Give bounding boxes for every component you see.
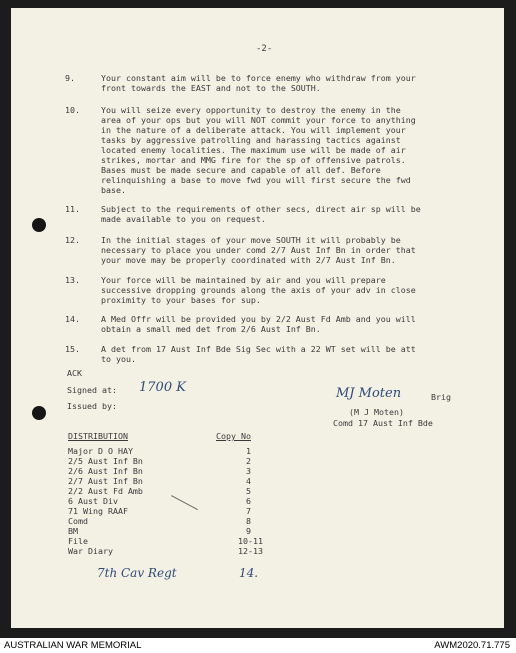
distribution-row: [68, 466, 251, 476]
paragraph-number: 11.: [65, 204, 80, 214]
signature: MJ Moten: [336, 386, 402, 401]
distribution-recipient: BM: [68, 526, 78, 536]
page-number: -2-: [256, 44, 273, 54]
paragraph-number: 12.: [65, 235, 80, 245]
copy-number: 10-11: [238, 536, 263, 546]
distribution-row: [68, 526, 251, 536]
distribution-recipient: 71 Wing RAAF: [68, 506, 128, 516]
rank: Brig: [431, 392, 451, 402]
distribution-row: [68, 486, 251, 496]
pencil-mark: [171, 495, 198, 510]
distribution-row: [68, 446, 251, 456]
copy-number: 7: [246, 506, 251, 516]
paragraph-number: 9.: [65, 73, 75, 83]
signed-at-label: Signed at:: [67, 385, 117, 395]
paragraph-text: Subject to the requirements of other secs, direct air sp will be made available to you on request.: [101, 204, 421, 224]
paragraph-number: 15.: [65, 344, 80, 354]
distribution-recipient: Major D O HAY: [68, 446, 133, 456]
copy-number: 8: [246, 516, 251, 526]
signatory-name: (M J Moten): [349, 407, 404, 417]
paragraph-text: You will seize every opportunity to destroy the enemy in the area of your ops but you will NOT commit your force to anything in the nature of a deliberate attack. You will implement your tasks by aggressive patrolling and harassing tactics against located enemy localities. The maximum use will be made of air strikes, mortar and MMG fire for the sp of offensive patrols. Bases must be made secure and capable of all def. Before relinquishing a base to move fwd you will first secure the fwd base.: [101, 105, 416, 195]
paragraph-text: In the initial stages of your move SOUTH it will probably be necessary to place you under comd 2/7 Aust Inf Bn in order that your move may be properly coordinated with 2/7 Aust Inf Bn.: [101, 235, 416, 265]
copy-number: 4: [246, 476, 251, 486]
paragraph-number: 13.: [65, 275, 80, 285]
handwritten-recipient: 7th Cav Regt: [97, 566, 177, 580]
handwritten-copy-number: 14.: [239, 566, 259, 580]
distribution-recipient: File: [68, 536, 88, 546]
paragraph-text: Your force will be maintained by air and you will prepare successive dropping grounds along the axis of your adv in close proximity to your bases for sup.: [101, 275, 416, 305]
punch-hole-bottom: [32, 406, 46, 420]
paragraph-text: A det from 17 Aust Inf Bde Sig Sec with a 22 WT set will be att to you.: [101, 344, 416, 364]
distribution-row: [68, 516, 251, 526]
paragraph-number: 10.: [65, 105, 80, 115]
paragraph-number: 14.: [65, 314, 80, 324]
footer-accession-number: AWM2020.71.775: [434, 640, 510, 651]
distribution-heading: DISTRIBUTION: [68, 431, 128, 441]
copy-number: 12-13: [238, 546, 263, 556]
copy-number: 2: [246, 456, 251, 466]
ack-label: ACK: [67, 368, 82, 378]
distribution-row: [68, 496, 251, 506]
distribution-recipient: Comd: [68, 516, 88, 526]
signatory-role: Comd 17 Aust Inf Bde: [333, 418, 433, 428]
paragraph-text: Your constant aim will be to force enemy who withdraw from your front towards the EAST and not to the SOUTH.: [101, 73, 416, 93]
footer-institution: AUSTRALIAN WAR MEMORIAL: [4, 640, 142, 651]
distribution-row: [68, 456, 251, 466]
punch-hole-top: [32, 218, 46, 232]
distribution-recipient: 6 Aust Div: [68, 496, 118, 506]
document-page: [11, 8, 504, 628]
copy-number: 9: [246, 526, 251, 536]
distribution-row: [68, 476, 251, 486]
distribution-recipient: 2/5 Aust Inf Bn: [68, 456, 143, 466]
distribution-recipient: 2/6 Aust Inf Bn: [68, 466, 143, 476]
distribution-recipient: 2/7 Aust Inf Bn: [68, 476, 143, 486]
copy-heading: Copy No: [216, 431, 251, 441]
paragraph-text: A Med Offr will be provided you by 2/2 Aust Fd Amb and you will obtain a small med det from 2/6 Aust Inf Bn.: [101, 314, 416, 334]
distribution-row: [68, 506, 251, 516]
copy-number: 5: [246, 486, 251, 496]
distribution-row: [68, 546, 263, 556]
distribution-row: [68, 536, 263, 546]
distribution-recipient: 2/2 Aust Fd Amb: [68, 486, 143, 496]
copy-number: 3: [246, 466, 251, 476]
issued-by-label: Issued by:: [67, 401, 117, 411]
copy-number: 1: [246, 446, 251, 456]
distribution-recipient: War Diary: [68, 546, 113, 556]
copy-number: 6: [246, 496, 251, 506]
signed-at-handwritten: 1700 K: [139, 380, 186, 395]
